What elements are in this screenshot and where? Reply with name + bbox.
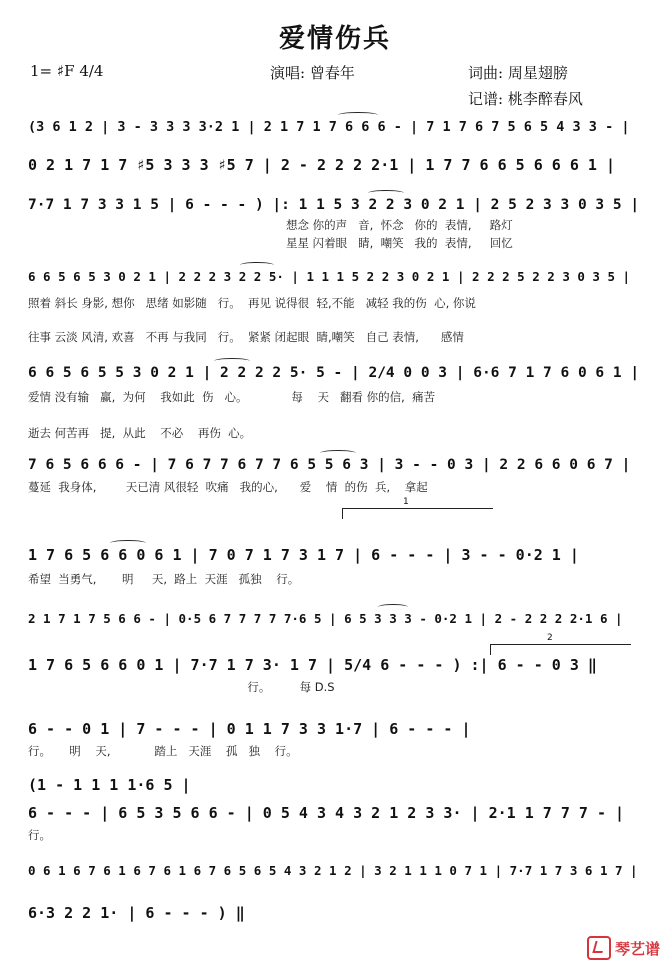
lyrics-verse-2: 往事 云淡 风清, 欢喜 不再 与我同 行。 紧紧 闭起眼 睛,嘲笑 自己 表情, 感情: [28, 330, 464, 344]
second-ending-bracket: [490, 633, 631, 655]
watermark-logo: [587, 936, 660, 960]
slur-mark: [338, 112, 378, 118]
notation-line: 7·7 1 7 3 3 1 5 | 6 - - - ) |: 1 1 5 3 2 2 3 0 2 1 | 2 5 2 3 3 0 3 5 |: [28, 197, 640, 213]
lyrics-verse-1: 行。 明 天, 踏上 天涯 孤 独 行。: [28, 744, 298, 758]
recorder-credit: 记谱: 桃李醉春风: [468, 90, 583, 108]
notation-line: 7 6 5 6 6 6 - | 7 6 7 7 6 7 7 6 5 5 6 3 | 3 - - 0 3 | 2 2 6 6 0 6 7 |: [28, 457, 631, 473]
lyrics-verse-1: 希望 当勇气, 明 天, 路上 天涯 孤独 行。: [28, 572, 300, 586]
music-logo-icon: [587, 936, 611, 960]
watermark-text: 琴艺谱: [614, 939, 660, 958]
slur-mark: [214, 358, 250, 364]
composer-credit: 词曲: 周星翅膀: [468, 64, 568, 82]
volta-number: 2: [547, 633, 553, 643]
first-ending-bracket: [342, 497, 493, 519]
lyrics-verse-1: 照着 斜长 身影, 想你 思绪 如影随 行。 再见 说得很 轻,不能 减轻 我的伤 心, 你说: [28, 296, 476, 310]
notation-line: 6 - - 0 1 | 7 - - - | 0 1 1 7 3 3 1·7 | 6 - - - |: [28, 720, 471, 738]
lyrics-verse-2: 星星 闪着眼 睛, 嘲笑 我的 表情, 回忆: [286, 236, 513, 250]
lyrics-verse-1: 蔓延 我身体, 天已清 风很轻 吹痛 我的心, 爱 情 的伤 兵, 拿起: [28, 480, 428, 494]
slur-mark: [240, 262, 274, 268]
volta-number: 1: [403, 497, 409, 507]
lyrics-verse-1: 爱情 没有输 赢, 为何 我如此 伤 心。 每 天 翻看 你的信, 痛苦: [28, 390, 436, 404]
notation-line: 1 7 6 5 6 6 0 1 | 7·7 1 7 3· 1 7 | 5/4 6 - - - ) :| 6 - - 0 3 ‖: [28, 656, 597, 674]
singer-credit: 演唱: 曾春年: [270, 64, 355, 82]
slur-mark: [320, 450, 356, 456]
key-signature: 1= ♯F 4/4: [30, 62, 104, 80]
notation-line: 0 6 1 6 7 6 1 6 7 6 1 6 7 6 5 6 5 4 3 2 1 2 | 3 2 1 1 1 0 7 1 | 7·7 1 7 3 6 1 7 |: [28, 863, 638, 878]
notation-line: 0 2 1 7 1 7 ♯5 3 3 3 ♯5 7 | 2 - 2 2 2 2·1 | 1 7 7 6 6 5 6 6 6 1 |: [28, 156, 615, 174]
notation-line: 2 1 7 1 7 5 6 6 - | 0·5 6 7 7 7 7 7·6 5 | 6 5 3 3 3 - 0·2 1 | 2 - 2 2 2 2·1 6 |: [28, 611, 623, 626]
lyrics-verse-1: 行。: [28, 828, 51, 842]
lyrics-verse-2: 逝去 何苦再 提, 从此 不必 再伤 心。: [28, 426, 252, 440]
notation-line: 6 6 5 6 5 3 0 2 1 | 2 2 2 3 2 2 5· | 1 1 1 5 2 2 3 0 2 1 | 2 2 2 5 2 2 3 0 3 5 |: [28, 269, 631, 284]
lyrics-verse-1: 想念 你的声 音, 怀念 你的 表情, 路灯: [286, 218, 513, 232]
slur-mark: [368, 190, 404, 196]
notation-line: 1 7 6 5 6 6 0 6 1 | 7 0 7 1 7 3 1 7 | 6 - - - | 3 - - 0·2 1 |: [28, 546, 579, 564]
slur-mark: [110, 540, 146, 546]
song-title: 爱情伤兵: [278, 24, 391, 54]
notation-line: 6 6 5 6 5 5 3 0 2 1 | 2 2 2 2 5· 5 - | 2/4 0 0 3 | 6·6 7 1 7 6 0 6 1 |: [28, 365, 640, 381]
notation-line: 6 - - - | 6 5 3 5 6 6 - | 0 5 4 3 4 3 2 1 2 3 3· | 2·1 1 7 7 7 - |: [28, 804, 625, 822]
notation-line: 6·3 2 2 1· | 6 - - - ) ‖: [28, 904, 245, 922]
notation-line: (3 6 1 2 | 3 - 3 3 3 3·2 1 | 2 1 7 1 7 6 6 6 - | 7 1 7 6 7 5 6 5 4 3 3 - |: [28, 119, 630, 135]
lyrics-verse-1: 行。 每 D.S: [28, 680, 335, 694]
notation-line: (1 - 1 1 1 1·6 5 |: [28, 776, 191, 794]
slur-mark: [378, 604, 408, 610]
